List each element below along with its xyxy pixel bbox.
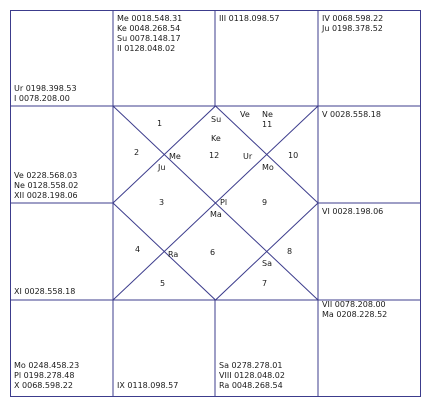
- cell-top-1: [117, 14, 182, 54]
- planet-label: Ra: [168, 250, 179, 259]
- house-number: 8: [287, 247, 293, 256]
- cell-line: Ne 0128.558.02: [14, 181, 79, 190]
- planet-label: Me: [169, 152, 181, 161]
- cell-bottom-0: [14, 361, 79, 391]
- cell-bottom-1: [117, 381, 178, 391]
- planet-label: Mo: [262, 163, 274, 172]
- house-number: 6: [210, 248, 216, 257]
- house-number: 7: [262, 279, 268, 288]
- cell-line: IX 0118.098.57: [117, 381, 179, 390]
- cell-line: Sa 0278.278.01: [219, 361, 283, 370]
- house-number: 2: [134, 148, 140, 157]
- cell-line: Mo 0248.458.23: [14, 361, 80, 370]
- cell-line: Ve 0228.568.03: [14, 171, 78, 180]
- house-number: 12: [209, 151, 220, 160]
- cell-right-3: [322, 300, 387, 320]
- house-number: 9: [262, 198, 268, 207]
- cell-line: VI 0028.198.06: [322, 207, 384, 216]
- cell-line: Ur 0198.398.53: [14, 84, 77, 93]
- cell-line: II 0128.048.02: [117, 44, 176, 53]
- house-number: 1: [157, 119, 163, 128]
- cell-line: III 0118.098.57: [219, 14, 280, 23]
- planet-label: Ve: [240, 110, 250, 119]
- house-number: 4: [135, 245, 141, 254]
- house-number: 10: [288, 151, 299, 160]
- planet-label: Ju: [158, 163, 166, 172]
- cell-line: Pl 0198.278.48: [14, 371, 75, 380]
- cell-line: XI 0028.558.18: [14, 287, 76, 296]
- planet-label: Pl: [220, 198, 228, 207]
- house-number: 11: [262, 120, 273, 129]
- cell-line: Ju 0198.378.52: [322, 24, 383, 33]
- cell-right-2: [322, 207, 383, 217]
- cell-line: Su 0078.148.17: [117, 34, 181, 43]
- cell-line: I 0078.208.00: [14, 94, 70, 103]
- cell-line: Me 0018.548.31: [117, 14, 183, 23]
- cell-top-2: [219, 14, 280, 24]
- cell-line: V 0028.558.18: [322, 110, 381, 119]
- planet-label: Ne: [262, 110, 273, 119]
- cell-top-3: [322, 14, 383, 34]
- cell-line: VIII 0128.048.02: [219, 371, 285, 380]
- cell-top-0: [14, 84, 77, 104]
- cell-line: IV 0068.598.22: [322, 14, 384, 23]
- cell-left-2: [14, 287, 75, 297]
- planet-label: Ur: [243, 152, 253, 161]
- planet-label: Su: [211, 115, 222, 124]
- cell-line: Ra 0048.268.54: [219, 381, 283, 390]
- house-number: 3: [159, 198, 165, 207]
- cell-line: Ke 0048.268.54: [117, 24, 181, 33]
- cell-right-1: [322, 110, 381, 120]
- house-number: 5: [160, 279, 166, 288]
- planet-label: Ma: [210, 210, 222, 219]
- cell-line: XII 0028.198.06: [14, 191, 78, 200]
- cell-left-1: [14, 171, 78, 201]
- cell-bottom-2: [219, 361, 285, 391]
- cell-line: VII 0078.208.00: [322, 300, 386, 309]
- cell-line: Ma 0208.228.52: [322, 310, 388, 319]
- planet-label: Ke: [211, 134, 221, 143]
- planet-label: Sa: [262, 259, 272, 268]
- cell-line: X 0068.598.22: [14, 381, 73, 390]
